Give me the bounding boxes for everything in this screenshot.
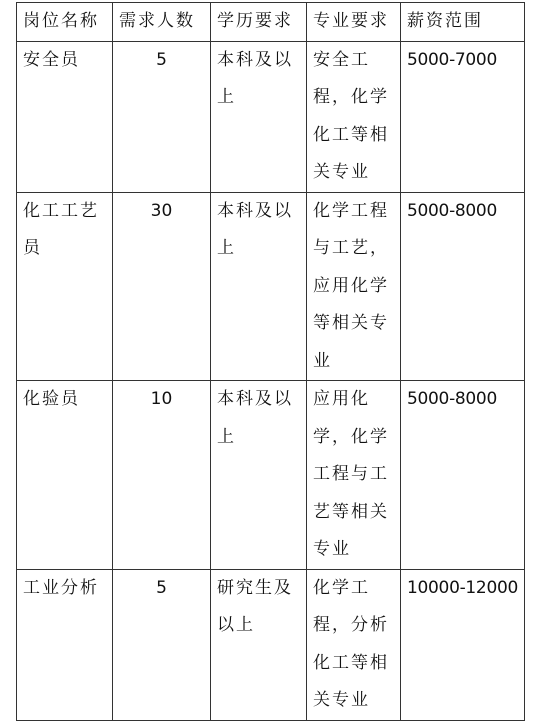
position-cell: 化工工艺员: [17, 192, 113, 381]
education-cell: 本科及以上: [211, 41, 307, 192]
major-cell: 化学工程与工艺，应用化学等相关专业: [307, 192, 401, 381]
header-education: 学历要求: [211, 3, 307, 42]
recruitment-table: [16, 2, 525, 721]
salary-cell: 10000-12000: [401, 569, 525, 720]
table-row: [17, 381, 525, 570]
header-major: 专业要求: [307, 3, 401, 42]
position-cell: 安全员: [17, 41, 113, 192]
table-header-row: [17, 3, 525, 42]
table-row: [17, 569, 525, 720]
major-cell: 应用化学，化学工程与工艺等相关专业: [307, 381, 401, 570]
education-cell: 本科及以上: [211, 381, 307, 570]
headcount-cell: 5: [113, 41, 211, 192]
headcount-cell: 30: [113, 192, 211, 381]
major-cell: 安全工程，化学化工等相关专业: [307, 41, 401, 192]
education-cell: 研究生及以上: [211, 569, 307, 720]
major-cell: 化学工程，分析化工等相关专业: [307, 569, 401, 720]
position-cell: 化验员: [17, 381, 113, 570]
header-headcount: 需求人数: [113, 3, 211, 42]
headcount-cell: 10: [113, 381, 211, 570]
education-cell: 本科及以上: [211, 192, 307, 381]
table-row: [17, 41, 525, 192]
headcount-cell: 5: [113, 569, 211, 720]
header-position: 岗位名称: [17, 3, 113, 42]
salary-cell: 5000-8000: [401, 192, 525, 381]
header-salary: 薪资范围: [401, 3, 525, 42]
salary-cell: 5000-7000: [401, 41, 525, 192]
table-row: [17, 192, 525, 381]
position-cell: 工业分析: [17, 569, 113, 720]
salary-cell: 5000-8000: [401, 381, 525, 570]
